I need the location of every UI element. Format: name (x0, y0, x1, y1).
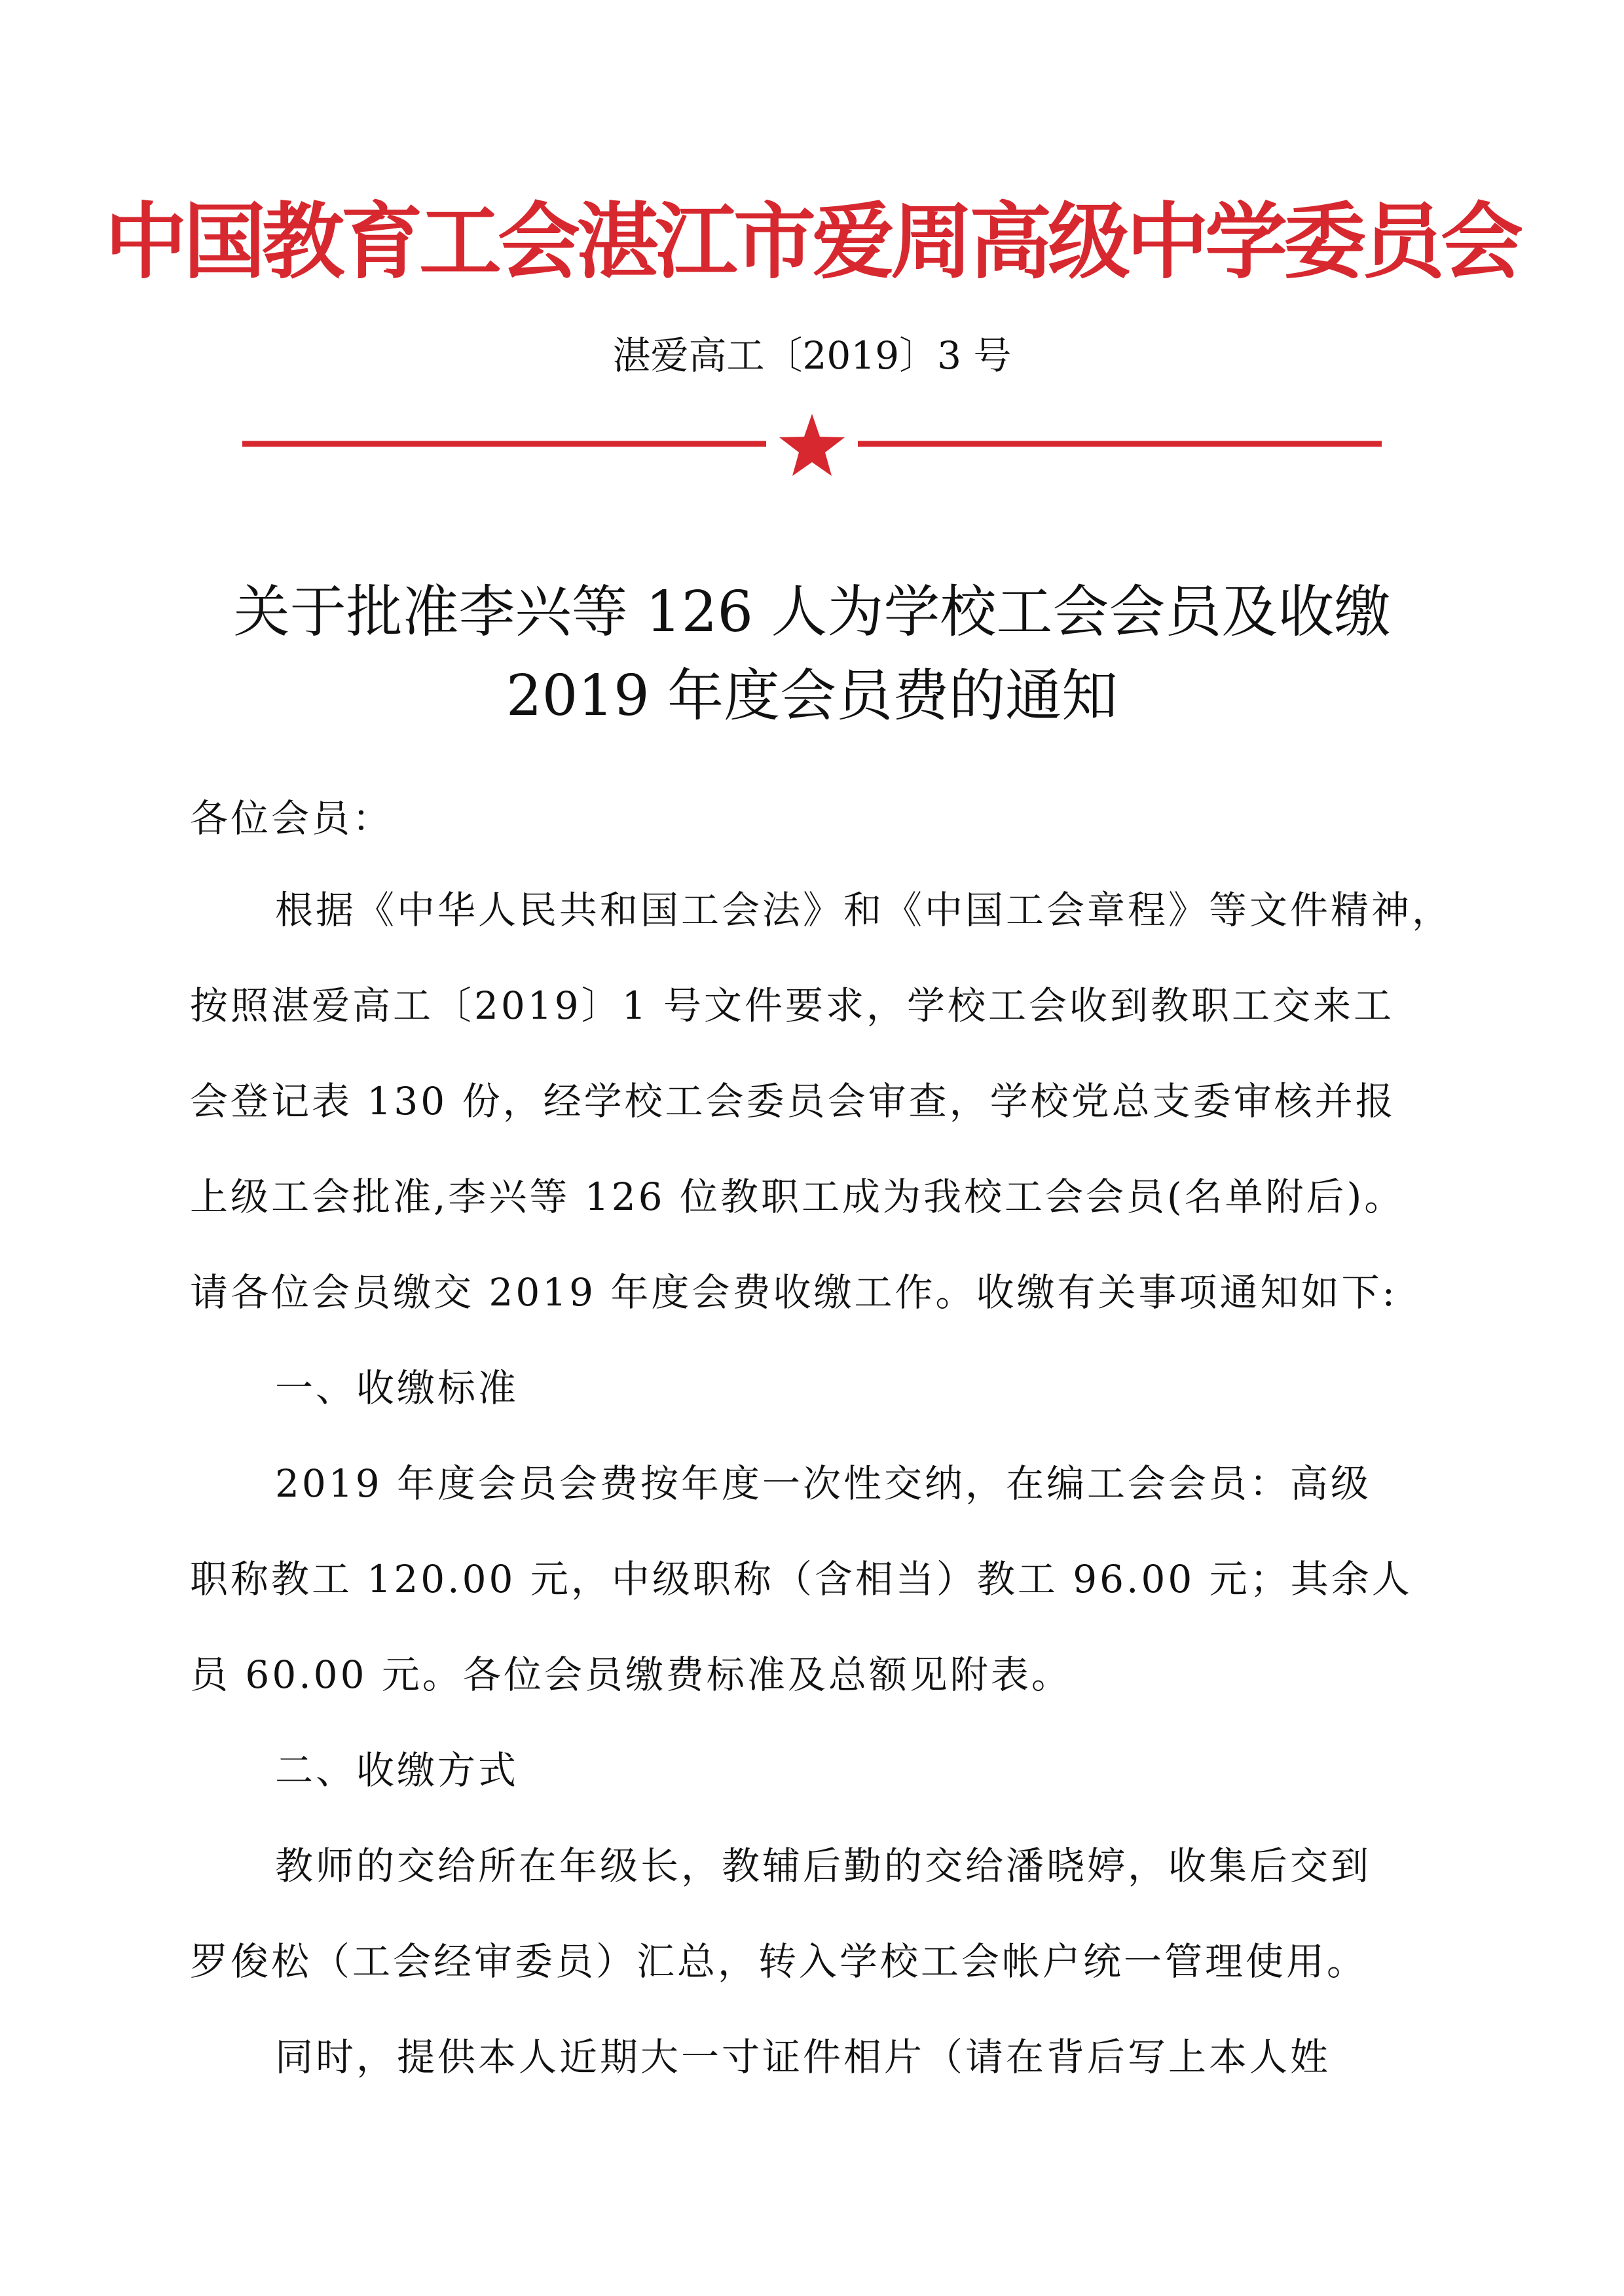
notice-title-line-1: 关于批准李兴等 126 人为学校工会会员及收缴 (233, 579, 1391, 645)
section-heading-standard: 一、收缴标准 (275, 1366, 519, 1410)
body-line: 上级工会批准,李兴等 126 位教职工成为我校工会会员(名单附后)。 (190, 1175, 1405, 1219)
body-line: 根据《中华人民共和国工会法》和《中国工会章程》等文件精神， (275, 888, 1453, 932)
notice-title-line-2: 2019 年度会员费的通知 (506, 663, 1118, 729)
body-line: 2019 年度会员会费按年度一次性交纳，在编工会会员：高级 (275, 1461, 1372, 1506)
body-line: 职称教工 120.00 元，中级职称（含相当）教工 96.00 元；其余人 (190, 1557, 1412, 1601)
body-line: 教师的交给所在年级长，教辅后勤的交给潘晓婷，收集后交到 (275, 1844, 1372, 1888)
body-line: 罗俊松（工会经审委员）汇总，转入学校工会帐户统一管理使用。 (190, 1939, 1368, 1984)
salutation: 各位会员： (190, 796, 394, 841)
body-line: 按照湛爱高工〔2019〕1 号文件要求，学校工会收到教职工交来工 (190, 983, 1394, 1028)
body-line: 请各位会员缴交 2019 年度会费收缴工作。收缴有关事项通知如下: (190, 1270, 1398, 1315)
red-star-divider (242, 412, 1382, 478)
body-line: 会登记表 130 份，经学校工会委员会审查，学校党总支委审核并报 (190, 1079, 1396, 1123)
document-number: 湛爱高工〔2019〕3 号 (612, 333, 1012, 378)
organization-title: 中国教育工会湛江市爱周高级中学委员会 (105, 194, 1519, 290)
body-line: 员 60.00 元。各位会员缴费标准及总额见附表。 (190, 1652, 1072, 1697)
star-icon (779, 414, 845, 476)
body-line: 同时，提供本人近期大一寸证件相片（请在背后写上本人姓 (275, 2035, 1331, 2079)
section-heading-method: 二、收缴方式 (275, 1748, 519, 1793)
